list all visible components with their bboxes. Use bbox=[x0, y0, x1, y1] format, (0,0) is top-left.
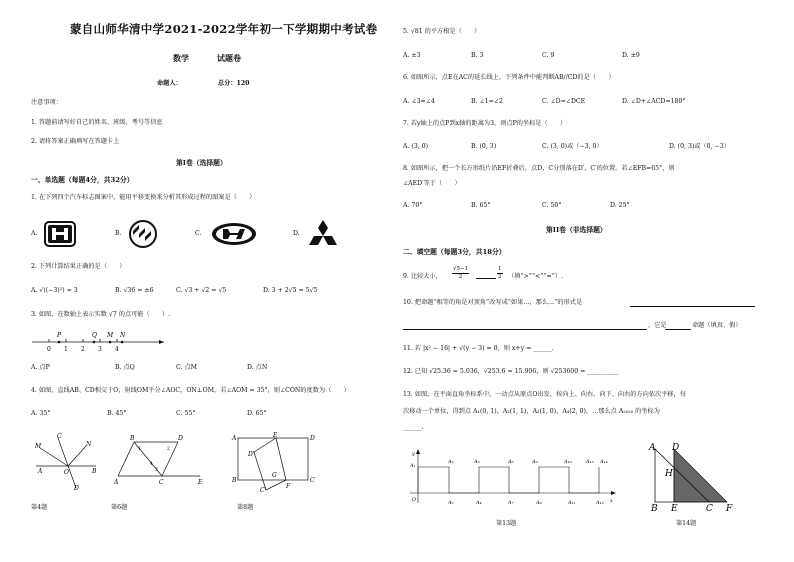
q3-option-d: D. 点N bbox=[247, 364, 268, 371]
q11-stem: 11. 若 |x² − 16| + √(y − 3) = 0，则 x+y = ______. bbox=[403, 345, 554, 352]
fraction-denominator: 2 bbox=[498, 274, 502, 280]
subject-label: 数学 bbox=[173, 53, 189, 63]
q1-option-c: C. bbox=[195, 230, 202, 237]
notice-item: 2. 请将答案正确填写在答题卡上 bbox=[31, 138, 120, 145]
q8-option-d: D. 25° bbox=[610, 202, 630, 209]
fig-label: D bbox=[672, 443, 680, 453]
fraction-numerator: √5−1 bbox=[453, 266, 469, 272]
fig-label: G bbox=[272, 472, 277, 479]
fig-label: F bbox=[726, 504, 733, 512]
fig-label: A bbox=[649, 443, 656, 453]
figure-caption: 第4题 bbox=[31, 504, 48, 511]
q5-stem: 5. √81 的平方根是（ ） bbox=[403, 28, 481, 35]
fig-label: C' bbox=[260, 487, 267, 494]
q1-option-a: A. bbox=[31, 230, 38, 237]
point-label: A₁₀ bbox=[564, 459, 572, 465]
point-label: A₄ bbox=[476, 500, 482, 506]
figure-caption: 第8题 bbox=[237, 504, 254, 511]
q9-fraction-2 bbox=[497, 266, 503, 281]
figure-caption: 第13题 bbox=[496, 520, 517, 527]
axis-number: 4 bbox=[115, 346, 119, 353]
q8-option-a: A. 70° bbox=[403, 202, 423, 209]
point-label: A₂ bbox=[448, 459, 454, 465]
fig-label: E bbox=[671, 504, 678, 512]
axis-number: 1 bbox=[64, 346, 68, 353]
fig-label: D bbox=[178, 435, 183, 442]
fig-label: A bbox=[232, 435, 237, 442]
q13-line3: ______. bbox=[403, 424, 424, 431]
q1-option-b: B. bbox=[115, 230, 122, 237]
q10-line2-tail: 命题（填真、假） bbox=[692, 322, 742, 329]
q3-stem: 3. 如图，在数轴上表示实数 √7 的点可能（ ）. bbox=[31, 311, 171, 318]
q2-stem: 2. 下列计算结果正确的是（ ） bbox=[31, 263, 126, 270]
q8-option-b: B. 65° bbox=[471, 202, 491, 209]
fig-label: B bbox=[651, 504, 658, 512]
mitsubishi-logo bbox=[307, 219, 339, 247]
q10-line2-end: ，它是 bbox=[648, 322, 667, 329]
q13-line2: 次移动一个单位，得到点 A₁(0, 1)，A₂(1, 1)，A₃(1, 0)，A₄(2, 0)，…那么点 A₂₀₂₀ 的坐标为 bbox=[403, 408, 660, 415]
axis-number: 3 bbox=[98, 346, 102, 353]
q9-stem-end: （填“>”“<”“=”）. bbox=[508, 273, 564, 280]
q9-stem-start: 9. 比较大小， bbox=[403, 273, 442, 280]
fig-label: H bbox=[665, 469, 673, 479]
q10-blank-1[interactable] bbox=[630, 306, 755, 307]
q5-option-b: B. 3 bbox=[471, 52, 484, 59]
fig-label: A bbox=[38, 468, 43, 475]
hyundai-logo bbox=[210, 221, 258, 247]
section2-heading: 二、填空题（每题3分，共18分） bbox=[403, 248, 506, 256]
axis-label: O bbox=[412, 497, 417, 503]
buick-logo bbox=[128, 219, 158, 249]
axis-point-label: N bbox=[120, 332, 126, 339]
fig-label: N bbox=[86, 441, 92, 448]
fraction-numerator: 1 bbox=[498, 266, 502, 272]
fig-label: 2 bbox=[167, 447, 170, 452]
q7-option-c: C. (3, 0)或（−3, 0） bbox=[542, 143, 603, 150]
axis-label: y bbox=[412, 451, 415, 457]
fig-label: 3 bbox=[155, 468, 158, 473]
axis-point-label: P bbox=[57, 332, 62, 339]
q7-option-a: A. (3, 0) bbox=[403, 143, 429, 150]
figure-caption: 第6题 bbox=[111, 504, 128, 511]
q6-option-a: A. ∠3=∠4 bbox=[403, 98, 435, 105]
notice-heading: 注意事项： bbox=[31, 99, 62, 106]
fraction-denominator: 2 bbox=[458, 274, 463, 280]
q3-number-line bbox=[30, 331, 170, 355]
figure-6 bbox=[112, 434, 212, 490]
q2-option-c: C. √3 + √2 = √5 bbox=[176, 287, 227, 294]
point-label: A₁₁ bbox=[568, 500, 576, 506]
fig-label: E bbox=[198, 479, 203, 486]
point-label: A₅ bbox=[474, 459, 480, 465]
q10-blank-3[interactable] bbox=[665, 329, 691, 330]
q5-option-a: A. ±3 bbox=[403, 52, 421, 59]
point-label: A₁₂ bbox=[596, 500, 604, 506]
fig-label: C bbox=[310, 477, 315, 484]
fig-label: F bbox=[286, 483, 291, 490]
axis-number: 0 bbox=[47, 346, 51, 353]
q2-option-a: A. √((−3)²) = 3 bbox=[31, 287, 78, 294]
q4-option-d: D. 65° bbox=[247, 410, 267, 417]
part1-title: 第I卷（选择题） bbox=[176, 159, 227, 167]
figure-14 bbox=[645, 442, 740, 512]
figure-caption: 第14题 bbox=[676, 520, 697, 527]
q10-blank-2[interactable] bbox=[403, 329, 647, 330]
q2-option-b: B. √36 = ±6 bbox=[115, 287, 154, 294]
q3-option-b: B. 点Q bbox=[115, 364, 135, 371]
fig-label: C bbox=[159, 479, 164, 486]
q3-option-c: C. 点M bbox=[176, 364, 197, 371]
q9-blank[interactable] bbox=[476, 278, 496, 279]
q6-option-d: D. ∠D+∠ACD=180° bbox=[622, 98, 686, 105]
point-label: A₇ bbox=[508, 500, 514, 506]
fig-label: D' bbox=[248, 451, 255, 458]
setter-label: 命题人： bbox=[157, 80, 182, 87]
section1-heading: 一、单选题（每题4分，共32分） bbox=[31, 176, 134, 184]
q4-stem: 4. 如图，直线AB、CD相交于O，射线OM平分∠AOC，ON⊥OM，若∠AOM = 35°，则∠CON的度数为（ ） bbox=[31, 387, 350, 394]
figure-4 bbox=[30, 432, 100, 492]
axis-label: A₁ bbox=[410, 463, 416, 469]
point-label: A₆ bbox=[508, 459, 514, 465]
q8-option-c: C. 50° bbox=[542, 202, 562, 209]
axis-point-label: Q bbox=[92, 332, 97, 339]
q8-stem-line1: 8. 如图所示，把一个长方形纸片沿EF折叠后，点D，C分别落在D′，C′的位置。若∠EFB=65°，则 bbox=[403, 165, 675, 172]
fig-label: B bbox=[232, 477, 237, 484]
fig-label: B bbox=[130, 435, 135, 442]
axis-point-label: M bbox=[107, 332, 114, 339]
fig-label: 4 bbox=[150, 462, 153, 467]
point-label: A₉ bbox=[532, 459, 538, 465]
q12-stem: 12. 已知 √25.36 = 5.036，√253.6 = 15.906，则 √253600 = __________ bbox=[403, 368, 619, 375]
point-label: A₁₃ bbox=[586, 459, 594, 465]
fig-label: C bbox=[57, 433, 62, 440]
fig-label: O bbox=[64, 469, 69, 476]
score-label: 总分：120 bbox=[218, 80, 250, 87]
fig-label: D bbox=[310, 435, 315, 442]
q6-stem: 6. 如图所示，点E在AC的延长线上，下列条件中能判断AB//CD的是（ ） bbox=[403, 74, 615, 81]
q7-option-b: B. (0, 3) bbox=[471, 143, 497, 150]
axis-number: 2 bbox=[81, 346, 85, 353]
fig-label: C bbox=[706, 504, 713, 512]
q7-option-d: D. (0, 3)或（0, −3） bbox=[669, 143, 730, 150]
q10-stem: 10. 把命题“相等的角是对顶角”改写成“如果…，那么…”的形式是 bbox=[403, 299, 583, 306]
q5-option-c: C. 9 bbox=[542, 52, 555, 59]
figure-8 bbox=[228, 432, 324, 494]
fig-label: A bbox=[114, 479, 119, 486]
q4-option-b: B. 45° bbox=[107, 410, 127, 417]
q4-option-c: C. 55° bbox=[176, 410, 196, 417]
q5-option-d: D. ±9 bbox=[622, 52, 640, 59]
fig-label: E bbox=[273, 432, 278, 439]
q8-stem-line2: ∠AED′等于（ ） bbox=[403, 180, 461, 187]
paper-label: 试题卷 bbox=[217, 53, 241, 63]
q9-fraction-1 bbox=[452, 266, 469, 281]
q1-stem: 1. 在下列四个汽车标志图案中，能用平移变换来分析其形成过程的图案是（ ） bbox=[31, 194, 256, 201]
fig-label: B bbox=[92, 468, 97, 475]
fig-label: D bbox=[74, 485, 79, 492]
axis-label: x bbox=[610, 498, 613, 504]
exam-title: 蒙自山师华清中学2021-2022学年初一下学期期中考试卷 bbox=[70, 22, 378, 36]
notice-item: 1. 答题前请写好自己的姓名、班级、考号等信息 bbox=[31, 119, 163, 126]
fig-label: 1 bbox=[138, 447, 141, 452]
q1-option-d: D. bbox=[293, 230, 300, 237]
q3-option-a: A. 点P bbox=[31, 364, 50, 371]
point-label: A₈ bbox=[536, 500, 542, 506]
fig-label: M bbox=[35, 443, 42, 450]
point-label: A₁₄ bbox=[600, 459, 608, 465]
q6-option-c: C. ∠D=∠DCE bbox=[542, 98, 586, 105]
part2-title: 第II卷（非选择题） bbox=[546, 226, 607, 234]
point-label: A₃ bbox=[448, 500, 454, 506]
q2-option-d: D. 3 + 2√5 = 5√5 bbox=[263, 287, 318, 294]
q7-stem: 7. 若y轴上的点P到x轴的距离为3，则点P的坐标是（ ） bbox=[403, 120, 567, 127]
figure-13 bbox=[404, 447, 618, 507]
honda-logo bbox=[43, 220, 77, 248]
q4-option-a: A. 35° bbox=[31, 410, 51, 417]
q6-option-b: B. ∠1=∠2 bbox=[471, 98, 503, 105]
q13-line1: 13. 如图，在平面直角坐标系中，一动点从原点O出发，按向上、向右、向下、向右的方向依次平移，每 bbox=[403, 391, 686, 398]
